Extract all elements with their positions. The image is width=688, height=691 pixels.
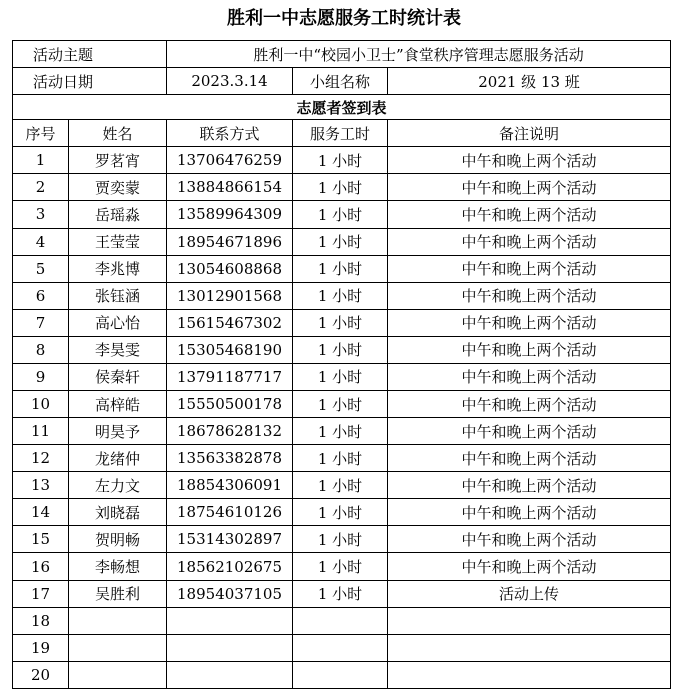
service-hours: 1 小时	[293, 526, 388, 553]
theme-label: 活动主题	[13, 41, 167, 68]
note: 中午和晚上两个活动	[388, 228, 671, 255]
note: 中午和晚上两个活动	[388, 282, 671, 309]
volunteer-name: 贾奕蒙	[69, 174, 167, 201]
service-hours: 1 小时	[293, 147, 388, 174]
service-hours: 1 小时	[293, 201, 388, 228]
phone-number: 15305468190	[167, 336, 293, 363]
table-row	[13, 309, 671, 336]
table-row	[13, 282, 671, 309]
volunteer-name: 李昊雯	[69, 336, 167, 363]
row-number: 15	[13, 526, 69, 553]
phone-number: 13012901568	[167, 282, 293, 309]
phone-number: 18754610126	[167, 499, 293, 526]
note: 中午和晚上两个活动	[388, 445, 671, 472]
note: 中午和晚上两个活动	[388, 553, 671, 580]
table-row	[13, 363, 671, 390]
note: 中午和晚上两个活动	[388, 418, 671, 445]
volunteer-name: 刘晓磊	[69, 499, 167, 526]
row-number: 1	[13, 147, 69, 174]
service-hours: 1 小时	[293, 228, 388, 255]
theme-value: 胜利一中“校园小卫士”食堂秩序管理志愿服务活动	[167, 41, 671, 68]
volunteer-name	[69, 661, 167, 688]
volunteer-name: 罗茗宵	[69, 147, 167, 174]
table-row	[13, 445, 671, 472]
volunteer-name: 高梓皓	[69, 391, 167, 418]
volunteer-name: 吴胜利	[69, 580, 167, 607]
table-row	[13, 499, 671, 526]
volunteer-name: 侯秦轩	[69, 363, 167, 390]
theme-row	[13, 41, 671, 68]
service-hours: 1 小时	[293, 174, 388, 201]
date-row	[13, 68, 671, 95]
column-header-no: 序号	[13, 120, 69, 147]
service-hours	[293, 607, 388, 634]
service-hours: 1 小时	[293, 255, 388, 282]
service-hours: 1 小时	[293, 445, 388, 472]
service-hours: 1 小时	[293, 499, 388, 526]
table-row	[13, 634, 671, 661]
phone-number: 18854306091	[167, 472, 293, 499]
phone-number: 18954037105	[167, 580, 293, 607]
volunteer-name: 贺明畅	[69, 526, 167, 553]
date-value: 2023.3.14	[167, 68, 293, 95]
column-header-hours: 服务工时	[293, 120, 388, 147]
table-row	[13, 472, 671, 499]
service-hours: 1 小时	[293, 363, 388, 390]
table-row	[13, 661, 671, 688]
volunteer-name: 李兆博	[69, 255, 167, 282]
phone-number	[167, 607, 293, 634]
volunteer-name: 张钰涵	[69, 282, 167, 309]
note	[388, 661, 671, 688]
row-number: 11	[13, 418, 69, 445]
note: 中午和晚上两个活动	[388, 255, 671, 282]
phone-number	[167, 634, 293, 661]
service-hours: 1 小时	[293, 282, 388, 309]
note: 中午和晚上两个活动	[388, 201, 671, 228]
page-title: 胜利一中志愿服务工时统计表	[227, 8, 461, 29]
column-header-name: 姓名	[69, 120, 167, 147]
row-number: 18	[13, 607, 69, 634]
table-row	[13, 553, 671, 580]
note: 活动上传	[388, 580, 671, 607]
signin-title-row	[13, 95, 671, 120]
phone-number: 15314302897	[167, 526, 293, 553]
volunteer-name	[69, 634, 167, 661]
row-number: 10	[13, 391, 69, 418]
table-row	[13, 228, 671, 255]
volunteer-name: 李畅想	[69, 553, 167, 580]
volunteer-name: 左力文	[69, 472, 167, 499]
service-hours: 1 小时	[293, 391, 388, 418]
row-number: 17	[13, 580, 69, 607]
note: 中午和晚上两个活动	[388, 363, 671, 390]
volunteer-name: 高心怡	[69, 309, 167, 336]
service-hours: 1 小时	[293, 309, 388, 336]
service-hours	[293, 634, 388, 661]
note: 中午和晚上两个活动	[388, 391, 671, 418]
date-label: 活动日期	[13, 68, 167, 95]
row-number: 19	[13, 634, 69, 661]
volunteer-hours-table	[12, 40, 671, 689]
volunteer-name: 明昊予	[69, 418, 167, 445]
phone-number: 13589964309	[167, 201, 293, 228]
note	[388, 634, 671, 661]
table-row	[13, 174, 671, 201]
service-hours: 1 小时	[293, 336, 388, 363]
row-number: 7	[13, 309, 69, 336]
phone-number: 13884866154	[167, 174, 293, 201]
volunteer-name: 王莹莹	[69, 228, 167, 255]
row-number: 9	[13, 363, 69, 390]
note: 中午和晚上两个活动	[388, 499, 671, 526]
note: 中午和晚上两个活动	[388, 526, 671, 553]
row-number: 2	[13, 174, 69, 201]
table-row	[13, 607, 671, 634]
note: 中午和晚上两个活动	[388, 472, 671, 499]
service-hours: 1 小时	[293, 553, 388, 580]
phone-number: 18562102675	[167, 553, 293, 580]
row-number: 16	[13, 553, 69, 580]
phone-number: 13791187717	[167, 363, 293, 390]
group-value: 2021 级 13 班	[388, 68, 671, 95]
column-header-note: 备注说明	[388, 120, 671, 147]
note	[388, 607, 671, 634]
group-label: 小组名称	[293, 68, 388, 95]
volunteer-name: 龙绪仲	[69, 445, 167, 472]
service-hours: 1 小时	[293, 472, 388, 499]
phone-number: 13706476259	[167, 147, 293, 174]
row-number: 4	[13, 228, 69, 255]
row-number: 6	[13, 282, 69, 309]
service-hours	[293, 661, 388, 688]
row-number: 12	[13, 445, 69, 472]
phone-number: 15615467302	[167, 309, 293, 336]
table-row	[13, 336, 671, 363]
note: 中午和晚上两个活动	[388, 147, 671, 174]
phone-number: 13563382878	[167, 445, 293, 472]
service-hours: 1 小时	[293, 418, 388, 445]
table-row	[13, 391, 671, 418]
table-row	[13, 580, 671, 607]
row-number: 8	[13, 336, 69, 363]
table-row	[13, 147, 671, 174]
phone-number: 18678628132	[167, 418, 293, 445]
phone-number	[167, 661, 293, 688]
row-number: 5	[13, 255, 69, 282]
volunteer-name	[69, 607, 167, 634]
row-number: 13	[13, 472, 69, 499]
phone-number: 18954671896	[167, 228, 293, 255]
row-number: 14	[13, 499, 69, 526]
phone-number: 15550500178	[167, 391, 293, 418]
column-header-phone: 联系方式	[167, 120, 293, 147]
service-hours: 1 小时	[293, 580, 388, 607]
signin-title: 志愿者签到表	[13, 95, 671, 120]
table-row	[13, 526, 671, 553]
table-row	[13, 255, 671, 282]
table-row	[13, 418, 671, 445]
row-number: 20	[13, 661, 69, 688]
row-number: 3	[13, 201, 69, 228]
volunteer-name: 岳瑶淼	[69, 201, 167, 228]
note: 中午和晚上两个活动	[388, 336, 671, 363]
table-row	[13, 201, 671, 228]
note: 中午和晚上两个活动	[388, 309, 671, 336]
note: 中午和晚上两个活动	[388, 174, 671, 201]
phone-number: 13054608868	[167, 255, 293, 282]
column-header-row	[13, 120, 671, 147]
